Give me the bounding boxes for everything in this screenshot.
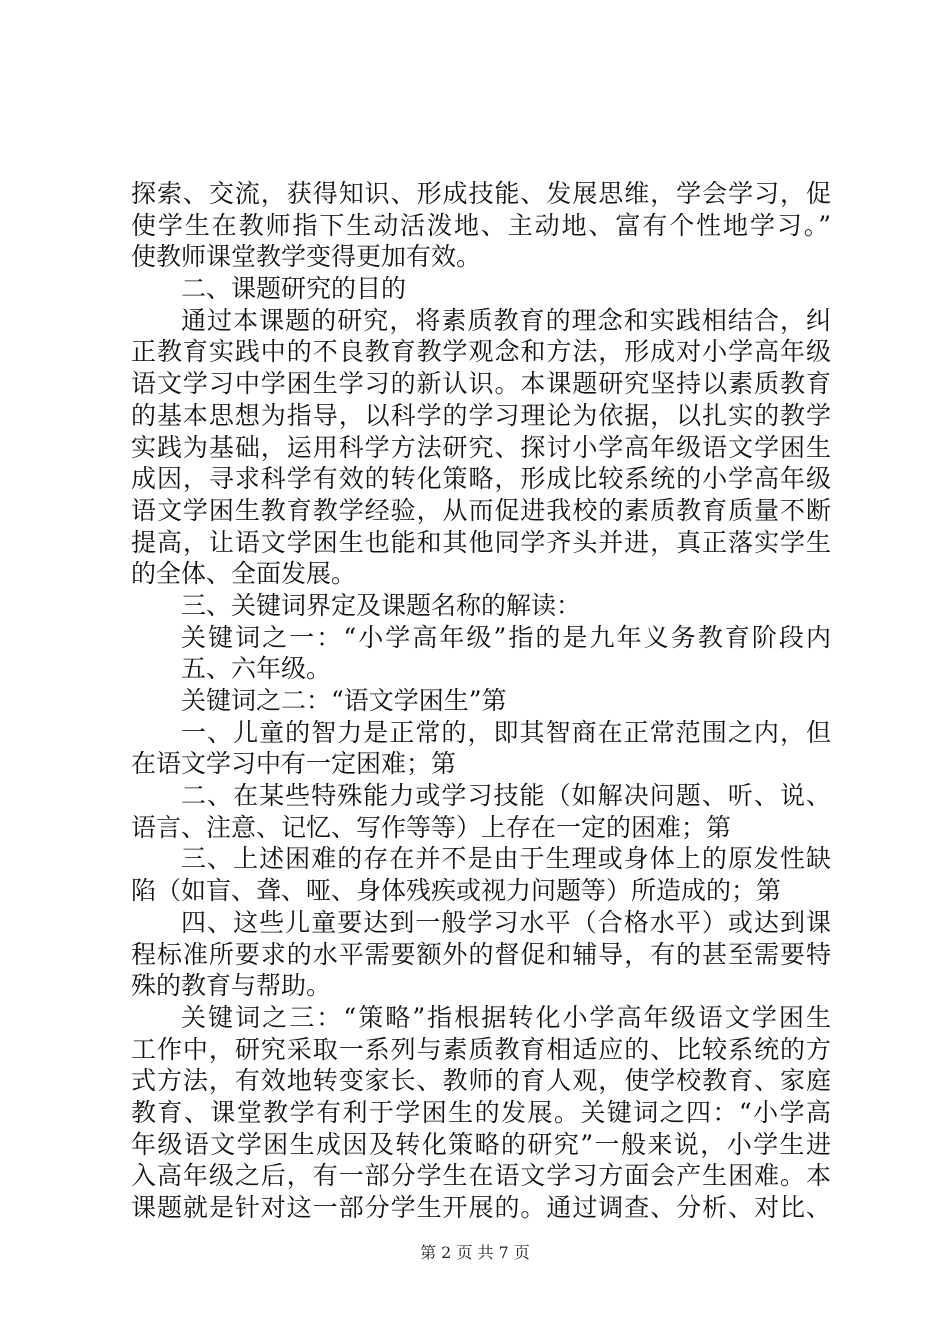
text-line: 语文学习中学困生学习的新认识。本课题研究坚持以素质教育 bbox=[131, 369, 831, 399]
text-line: 教育、课堂教学有利于学困生的发展。关键词之四：“小学高 bbox=[131, 1097, 831, 1127]
text-line: 正教育实践中的不良教育教学观念和方法，形成对小学高年级 bbox=[131, 337, 831, 367]
text-line: 关键词之三：“策略”指根据转化小学高年级语文学困生 bbox=[181, 1002, 831, 1032]
text-line: 课题就是针对这一部分学生开展的。通过调查、分析、对比、 bbox=[131, 1193, 831, 1222]
text-line: 的全体、全面发展。 bbox=[131, 559, 357, 589]
text-line: 关键词之一：“小学高年级”指的是九年义务教育阶段内 bbox=[181, 622, 831, 652]
text-line: 工作中，研究采取一系列与素质教育相适应的、比较系统的方 bbox=[131, 1034, 831, 1064]
document-body bbox=[131, 178, 831, 1224]
text-line: 探索、交流，获得知识、形成技能、发展思维，学会学习，促 bbox=[131, 179, 831, 208]
text-line: 入高年级之后，有一部分学生在语文学习方面会产生困难。本 bbox=[131, 1161, 831, 1191]
text-line: 一、儿童的智力是正常的，即其智商在正常范围之内，但 bbox=[181, 717, 831, 747]
text-line: 提高，让语文学困生也能和其他同学齐头并进，真正落实学生 bbox=[131, 527, 831, 557]
page-number-footer: 第 2 页 共 7 页 bbox=[420, 1243, 530, 1262]
text-line: 关键词之二：“语文学困生”第 bbox=[181, 686, 507, 715]
text-line: 殊的教育与帮助。 bbox=[131, 971, 332, 1001]
text-line: 通过本课题的研究，将素质教育的理念和实践相结合，纠 bbox=[181, 305, 831, 335]
text-line: 五、六年级。 bbox=[181, 654, 332, 684]
text-line: 使学生在教师指下生动活泼地、主动地、富有个性地学习。” bbox=[131, 210, 831, 240]
text-line: 二、在某些特殊能力或学习技能（如解决问题、听、说、 bbox=[181, 781, 831, 811]
text-line: 语文学困生教育教学经验，从而促进我校的素质教育质量不断 bbox=[131, 495, 831, 525]
text-line: 四、这些儿童要达到一般学习水平（合格水平）或达到课 bbox=[181, 907, 831, 937]
text-line: 程标准所要求的水平需要额外的督促和辅导，有的甚至需要特 bbox=[131, 939, 831, 969]
text-line: 使教师课堂教学变得更加有效。 bbox=[131, 242, 482, 272]
text-line: 三、上述困难的存在并不是由于生理或身体上的原发性缺 bbox=[181, 844, 831, 874]
text-line: 语言、注意、记忆、写作等等）上存在一定的困难；第 bbox=[131, 812, 732, 842]
text-line: 年级语文学困生成因及转化策略的研究”一般来说，小学生进 bbox=[131, 1129, 831, 1159]
text-line: 二、课题研究的目的 bbox=[181, 274, 407, 304]
text-line: 在语文学习中有一定困难；第 bbox=[131, 749, 457, 779]
text-line: 实践为基础，运用科学方法研究、探讨小学高年级语文学困生 bbox=[131, 432, 831, 462]
text-line: 成因，寻求科学有效的转化策略，形成比较系统的小学高年级 bbox=[131, 464, 831, 494]
text-line: 三、关键词界定及课题名称的解读： bbox=[181, 590, 582, 620]
text-line: 式方法，有效地转变家长、教师的育人观，使学校教育、家庭 bbox=[131, 1066, 831, 1096]
text-line: 的基本思想为指导，以科学的学习理论为依据，以扎实的教学 bbox=[131, 400, 831, 430]
text-line: 陷（如盲、聋、哑、身体残疾或视力问题等）所造成的；第 bbox=[131, 876, 782, 906]
